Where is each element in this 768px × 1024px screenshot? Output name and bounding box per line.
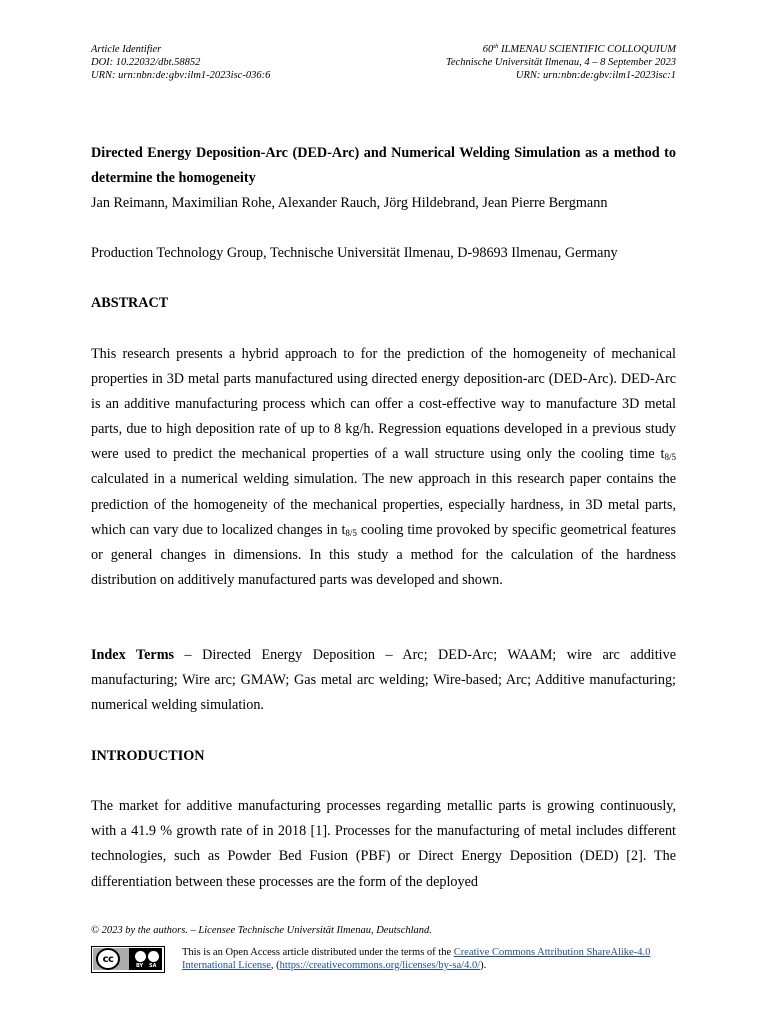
abstract-part-1: This research presents a hybrid approach to for the prediction of the homogeneity of mechanical properties in 3D metal parts manufactured using directed energy deposition-arc (DED-Arc). DED-Arc is an additive manufacturing process which can offer a cost-effective way to manufacture 3D metal parts, due to high deposition rate of up to 8 kg/h. Regression equations developed in a previous study were used to predict the mechanical properties of a wall structure using only the cooling time t — [91, 346, 676, 463]
by-label: BY — [136, 963, 144, 969]
sa-label: SA — [149, 963, 157, 969]
article-identifier: Article Identifier — [91, 44, 162, 55]
colloquium-venue-date: Technische Universität Ilmenau, 4 – 8 September 2023 — [446, 57, 676, 68]
introduction-text: The market for additive manufacturing processes regarding metallic parts is growing continuously, with a 41.9 % growth rate of in 2018 [1]. Processes for the manufacturing of metal includes different technologies, such as Powder Bed Fusion (PBF) or Direct Energy Deposition (DED) [2]. The differentiation between these processes are the form of the deployed — [91, 798, 676, 890]
author-list: Jan Reimann, Maximilian Rohe, Alexander Rauch, Jörg Hildebrand, Jean Pierre Bergmann — [91, 195, 608, 211]
colloquium-number: 60 — [482, 44, 494, 55]
by-attribution-icon — [135, 951, 146, 962]
abstract-part-2: calculated in a numerical welding simulation. The new approach in this research paper contains the prediction of the homogeneity of the mechanical properties, especially hardness, in 3D metal parts, which can vary due to localized changes in t — [91, 471, 676, 538]
cc-by-sa-badge[interactable] — [91, 946, 165, 973]
cc-icon: cc — [96, 948, 120, 970]
index-terms — [91, 643, 676, 718]
header-right — [446, 43, 676, 82]
urn-article: URN: urn:nbn:de:gbv:ilm1-2023isc-036:6 — [91, 70, 271, 81]
abstract-part-3: cooling time provoked by specific geometrical features or general changes in dimensions. In this study a method for the calculation of the hardness distribution on additively manufactured parts was developed and shown. — [91, 521, 676, 588]
header-left — [91, 43, 270, 82]
index-terms-text: – Directed Energy Deposition – Arc; DED-Arc; WAAM; wire arc additive manufacturing; Wire arc; GMAW; Gas metal arc welding; Wire-based; Arc; Additive manufacturing; numerical welding simulation. — [91, 647, 677, 714]
license-text: This is an Open Access article distributed under the terms of the — [182, 947, 454, 958]
abstract-heading: ABSTRACT — [91, 295, 169, 311]
affiliation: Production Technology Group, Technische Universität Ilmenau, D-98693 Ilmenau, Germany — [91, 245, 618, 261]
copyright-notice: © 2023 by the authors. – Licensee Technische Universität Ilmenau, Deutschland. — [91, 925, 432, 936]
license-text: , ( — [270, 960, 280, 971]
license-text: ). — [480, 960, 487, 971]
subscript-8-5: 8/5 — [345, 527, 357, 538]
doi: DOI: 10.22032/dbt.58852 — [91, 57, 201, 68]
license-statement — [182, 946, 682, 972]
license-url-link[interactable]: https://creativecommons.org/licenses/by-sa/4.0/ — [279, 960, 481, 971]
colloquium-name — [446, 43, 676, 56]
abstract-text — [91, 342, 676, 593]
colloquium-title: ILMENAU SCIENTIFIC COLLOQUIUM — [498, 44, 676, 55]
license-link[interactable]: Creative Commons Attribution ShareAlike-4.0 International License — [182, 947, 651, 971]
subscript-8-5: 8/5 — [664, 452, 676, 463]
introduction-heading: INTRODUCTION — [91, 748, 205, 764]
urn-colloquium: URN: urn:nbn:de:gbv:ilm1-2023isc:1 — [515, 70, 676, 81]
paper-title: Directed Energy Deposition-Arc (DED-Arc) and Numerical Welding Simulation as a method to determine the homogeneity — [91, 145, 676, 186]
ordinal-suffix: th — [493, 43, 499, 50]
index-terms-label: Index Terms — [91, 647, 175, 663]
share-alike-icon — [148, 951, 159, 962]
